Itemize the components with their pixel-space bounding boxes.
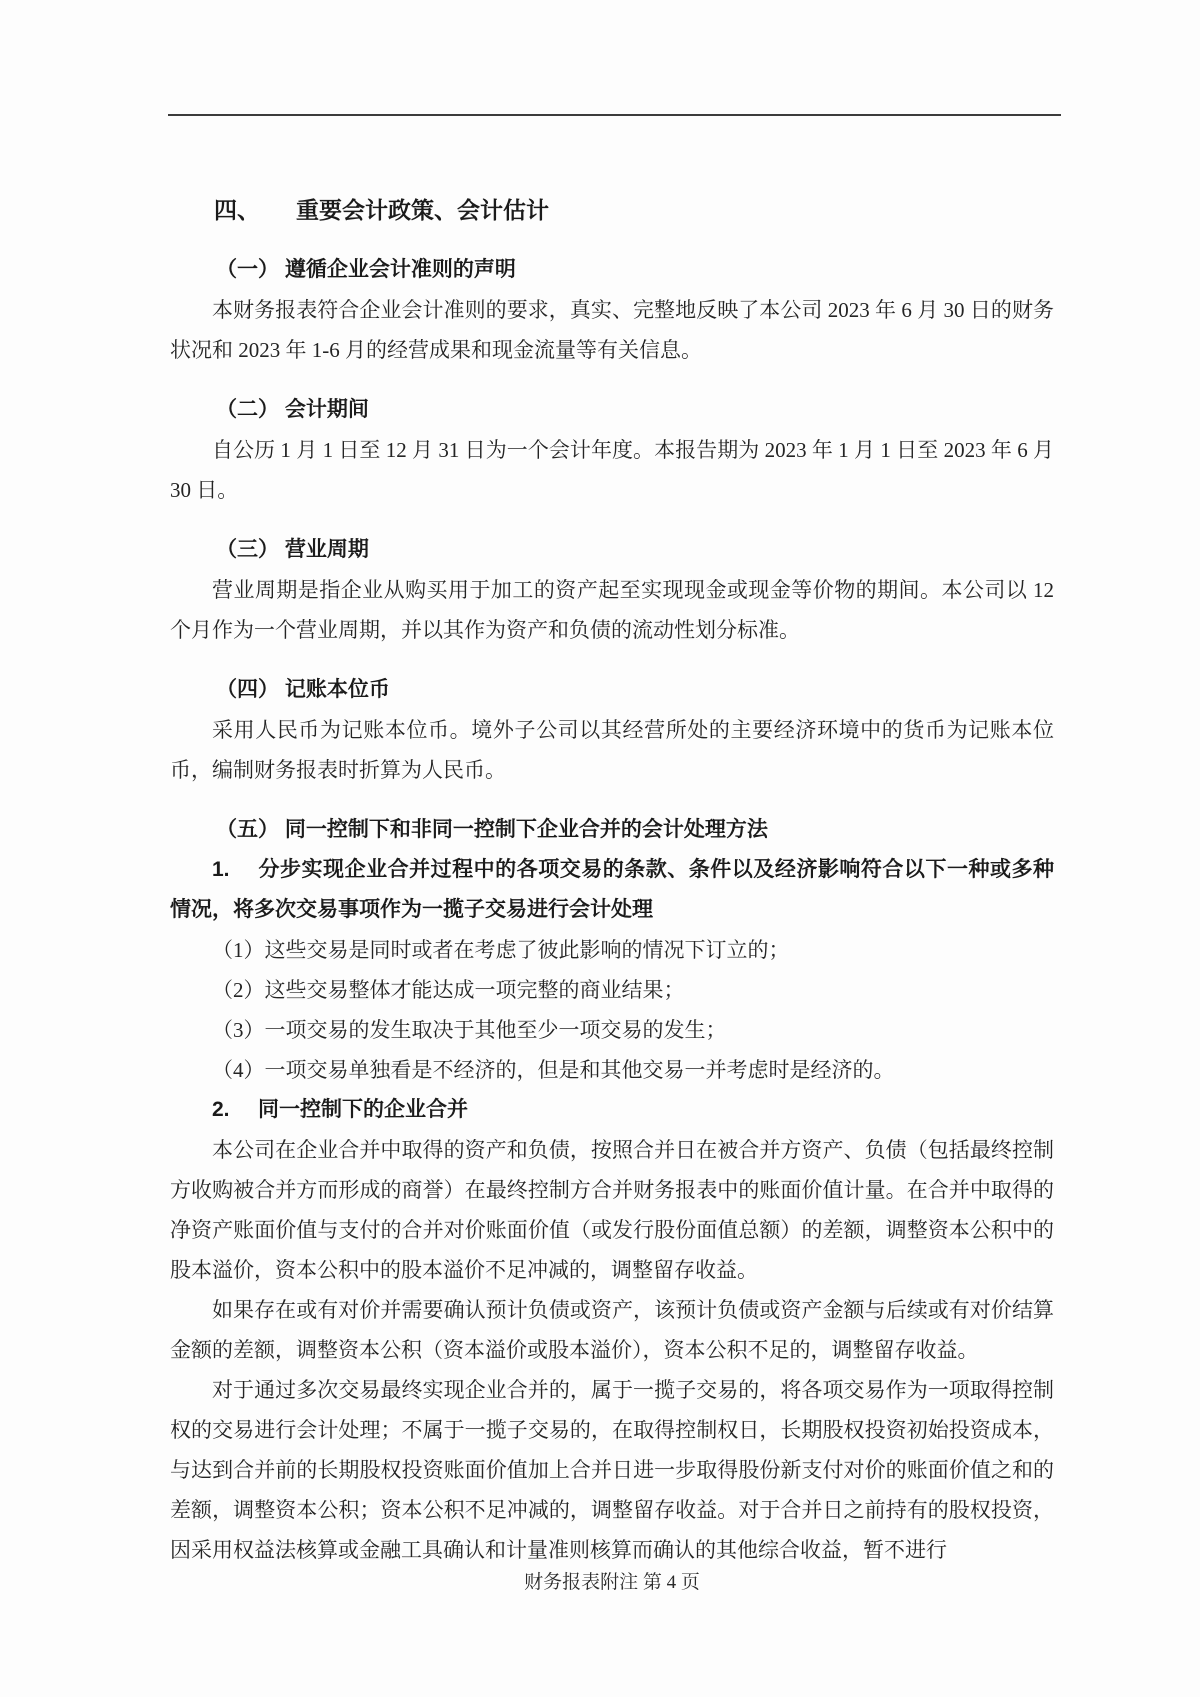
section-heading-number: 四、 <box>214 197 260 223</box>
document-content <box>170 186 1054 1570</box>
clause-number: 1. <box>212 858 230 881</box>
header-rule <box>168 114 1061 116</box>
subsection-heading-2: （二） 会计期间 <box>216 398 369 421</box>
page-footer: 财务报表附注 第 4 页 <box>524 1572 700 1593</box>
section-heading-title: 重要会计政策、会计估计 <box>296 197 549 223</box>
list-item: （4）一项交易单独看是不经济的，但是和其他交易一并考虑时是经济的。 <box>212 1058 895 1082</box>
paragraph: 本公司在企业合并中取得的资产和负债，按照合并日在被合并方资产、负债（包括最终控制方收购被合并方而形成的商誉）在最终控制方合并财务报表中的账面价值计量。在合并中取得的净资产账面价值与支付的合并对价账面价值（或发行股份面值总额）的差额，调整资本公积中的股本溢价，资本公积中的股本溢价不足冲减的，调整留存收益。 <box>170 1138 1054 1282</box>
list-item: （1）这些交易是同时或者在考虑了彼此影响的情况下订立的； <box>212 938 790 962</box>
numbered-clause-heading-1 <box>170 850 1054 930</box>
paragraph: 本财务报表符合企业会计准则的要求，真实、完整地反映了本公司 2023 年 6 月 30 日的财务状况和 2023 年 1-6 月的经营成果和现金流量等有关信息。 <box>170 298 1054 362</box>
paragraph: 采用人民币为记账本位币。境外子公司以其经营所处的主要经济环境中的货币为记账本位币，编制财务报表时折算为人民币。 <box>170 718 1054 782</box>
list-item: （3）一项交易的发生取决于其他至少一项交易的发生； <box>212 1018 727 1042</box>
subsection-heading-5: （五） 同一控制下和非同一控制下企业合并的会计处理方法 <box>216 818 768 841</box>
paragraph: 营业周期是指企业从购买用于加工的资产起至实现现金或现金等价物的期间。本公司以 12 个月作为一个营业周期，并以其作为资产和负债的流动性划分标准。 <box>170 578 1054 642</box>
numbered-clause-heading-2 <box>170 1090 1054 1130</box>
list-item: （2）这些交易整体才能达成一项完整的商业结果； <box>212 978 685 1002</box>
paragraph: 如果存在或有对价并需要确认预计负债或资产，该预计负债或资产金额与后续或有对价结算金额的差额，调整资本公积（资本溢价或股本溢价），资本公积不足的，调整留存收益。 <box>170 1298 1054 1362</box>
clause-number: 2. <box>212 1098 230 1121</box>
clause-text: 同一控制下的企业合并 <box>258 1098 468 1121</box>
subsection-heading-3: （三） 营业周期 <box>216 538 369 561</box>
subsection-heading-1: （一） 遵循企业会计准则的声明 <box>216 258 516 281</box>
clause-text: 分步实现企业合并过程中的各项交易的条款、条件以及经济影响符合以下一种或多种情况，将多次交易事项作为一揽子交易进行会计处理 <box>170 858 1054 921</box>
paragraph: 对于通过多次交易最终实现企业合并的，属于一揽子交易的，将各项交易作为一项取得控制权的交易进行会计处理；不属于一揽子交易的，在取得控制权日，长期股权投资初始投资成本，与达到合并前的长期股权投资账面价值加上合并日进一步取得股份新支付对价的账面价值之和的差额，调整资本公积；资本公积不足冲减的，调整留存收益。对于合并日之前持有的股权投资，因采用权益法核算或金融工具确认和计量准则核算而确认的其他综合收益，暂不进行 <box>170 1378 1054 1562</box>
section-heading-4 <box>170 190 1054 230</box>
paragraph: 自公历 1 月 1 日至 12 月 31 日为一个会计年度。本报告期为 2023 年 1 月 1 日至 2023 年 6 月 30 日。 <box>170 438 1054 502</box>
subsection-heading-4: （四） 记账本位币 <box>216 678 390 701</box>
